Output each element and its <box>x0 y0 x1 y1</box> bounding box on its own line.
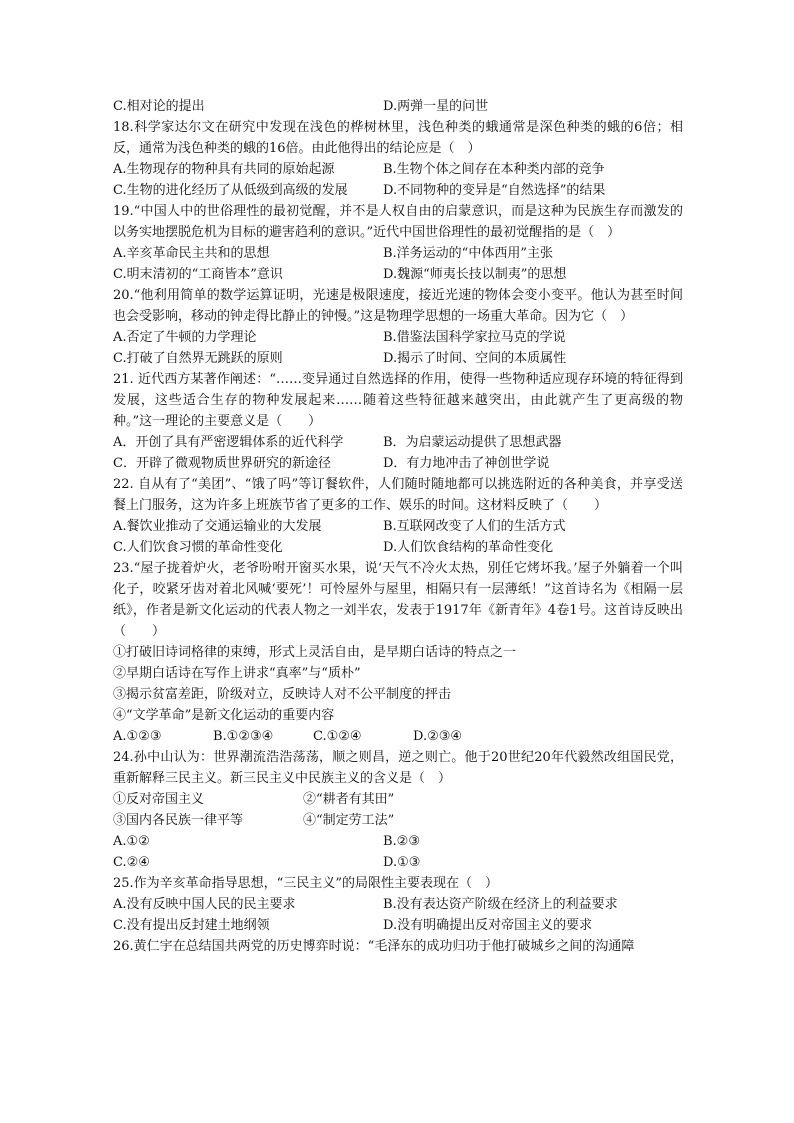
q23-option-a: A.①②③ <box>113 729 162 744</box>
q25-options-cd <box>113 915 683 936</box>
q24-option-c: C.②④ <box>113 855 150 870</box>
q24-items-34 <box>113 810 683 831</box>
q17-option-c: C.相对论的提出 <box>113 99 205 114</box>
q23-option-d: D.②③④ <box>413 729 463 744</box>
q26-stem: 26.黄仁宇在总结国共两党的历史博弈时说：“毛泽东的成功归功于他打破城乡之间的沟通障 <box>113 939 635 954</box>
q24-options-cd <box>113 852 683 873</box>
q17-options-cd <box>113 96 683 117</box>
q18-option-a: A.生物现存的物种具有共同的原始起源 <box>113 162 335 177</box>
q24-items-12 <box>113 789 683 810</box>
q25-option-d: D.没有明确提出反对帝国主义的要求 <box>383 918 593 933</box>
q17-option-d: D.两弹一星的问世 <box>383 99 489 114</box>
q24-option-a: A.①② <box>113 834 150 849</box>
q25-option-c: C.没有提出反封建土地纲领 <box>113 918 270 933</box>
q18-stem: 18.科学家达尔文在研究中发现在浅色的桦树林里，浅色种类的蛾通常是深色种类的蛾的6倍；相反，通常为浅色种类的蛾的16倍。由此他得出的结论应是（ ） <box>113 120 683 156</box>
q22-options-ab <box>113 516 683 537</box>
q20-options-cd <box>113 348 683 369</box>
q19-option-a: A.辛亥革命民主共和的思想 <box>113 246 270 261</box>
q20-option-b: B.借鉴法国科学家拉马克的学说 <box>383 330 566 345</box>
q20-option-a: A.否定了牛顿的力学理论 <box>113 330 257 345</box>
q25-option-a: A.没有反映中国人民的民主要求 <box>113 897 296 912</box>
q21-options-cd <box>113 453 683 474</box>
q24-item-1: ①反对帝国主义 <box>113 792 205 807</box>
q23-options <box>113 726 683 747</box>
q23-item-3: ③揭示贫富差距，阶级对立，反映诗人对不公平制度的抨击 <box>113 687 452 702</box>
q21-stem: 21. 近代西方某著作阐述：“……变异通过自然选择的作用，使得一些物种适应现存环境的特征得到发展，这些适合生存的物种发展起来……随着这些特征越来越突出，由此就产生了更高级的物种。”这一理论的主要意义是（ ） <box>113 372 683 429</box>
q24-stem: 24.孙中山认为：世界潮流浩浩荡荡，顺之则昌，逆之则亡。他于20世纪20年代毅然改组国民党，重新解释三民主义。新三民主义中民族主义的含义是（ ） <box>113 750 683 786</box>
q24-item-4: ④“制定劳工法” <box>303 813 395 828</box>
q22-options-cd <box>113 537 683 558</box>
q18-option-c: C.生物的进化经历了从低级到高级的发展 <box>113 183 348 198</box>
q22-option-a: A.餐饮业推动了交通运输业的大发展 <box>113 519 322 534</box>
q18-option-b: B.生物个体之间存在本种类内部的竞争 <box>383 162 605 177</box>
q24-option-b: B.②③ <box>383 834 420 849</box>
q18-options-ab <box>113 159 683 180</box>
q25-options-ab <box>113 894 683 915</box>
q19-option-d: D.魏源“师夷长技以制夷”的思想 <box>383 267 567 282</box>
q19-option-b: B.洋务运动的“中体西用”主张 <box>383 246 553 261</box>
q20-option-c: C.打破了自然界无跳跃的原则 <box>113 351 283 366</box>
q23-item-4: ④“文学革命”是新文化运动的重要内容 <box>113 708 335 723</box>
q23-option-b: B.①②③④ <box>213 729 274 744</box>
q19-options-cd <box>113 264 683 285</box>
q20-option-d: D.揭示了时间、空间的本质属性 <box>383 351 567 366</box>
q21-option-b: B．为启蒙运动提供了思想武器 <box>383 435 562 450</box>
q22-option-d: D.人们饮食结构的革命性变化 <box>383 540 554 555</box>
q25-option-b: B.没有表达资产阶级在经济上的利益要求 <box>383 897 618 912</box>
q21-option-a: A．开创了具有严密逻辑体系的近代科学 <box>113 435 344 450</box>
q23-item-1: ①打破旧诗词格律的束缚，形式上灵活自由，是早期白话诗的特点之一 <box>113 645 517 660</box>
q21-option-d: D．有力地冲击了神创世学说 <box>383 456 550 471</box>
q21-option-c: C．开辟了微观物质世界研究的新途径 <box>113 456 331 471</box>
q18-options-cd <box>113 180 683 201</box>
q23-item-2: ②早期白话诗在写作上讲求“真率”与“质朴” <box>113 666 361 681</box>
q20-stem: 20.“他利用简单的数学运算证明，光速是极限速度，接近光速的物体会变小变平。他认为甚至时间也会受影响，移动的钟走得比静止的钟慢。”这是物理学思想的一场重大革命。因为它（ ） <box>113 288 683 324</box>
q22-option-c: C.人们饮食习惯的革命性变化 <box>113 540 283 555</box>
q18-option-d: D.不同物种的变异是“自然选择”的结果 <box>383 183 606 198</box>
q21-options-ab <box>113 432 683 453</box>
q20-options-ab <box>113 327 683 348</box>
q24-item-3: ③国内各民族一律平等 <box>113 813 244 828</box>
q23-option-c: C.①②④ <box>313 729 362 744</box>
q24-item-2: ②“耕者有其田” <box>303 792 395 807</box>
q25-stem: 25.作为辛亥革命指导思想，“三民主义”的局限性主要表现在（ ） <box>113 876 498 891</box>
q22-stem: 22. 自从有了“美团”、“饿了吗”等订餐软件，人们随时随地都可以挑选附近的各种美食，并享受送餐上门服务，这为许多上班族节省了更多的工作、娱乐的时间。这材料反映了（ ） <box>113 477 683 513</box>
exam-page <box>113 96 683 957</box>
q23-stem: 23.“屋子拢着炉火，老爷吩咐开窗买水果，说‘天气不冷火太热，别任它烤坏我。’屋子外躺着一个叫化子，咬紧牙齿对着北风喊‘要死’！可怜屋外与屋里，相隔只有一层薄纸！”这首诗名为《相隔一层纸》，作者是新文化运动的代表人物之一刘半农，发表于1917年《新青年》4卷1号。这首诗反映出（ ） <box>113 561 683 639</box>
q24-option-d: D.①③ <box>383 855 421 870</box>
q24-options-ab <box>113 831 683 852</box>
q22-option-b: B.互联网改变了人们的生活方式 <box>383 519 566 534</box>
q19-stem: 19.“中国人中的世俗理性的最初觉醒，并不是人权自由的启蒙意识，而是这种为民族生存而激发的以务实地摆脱危机为目标的避害趋利的意识。”近代中国世俗理性的最初觉醒指的是（ ） <box>113 204 683 240</box>
q19-option-c: C.明末清初的“工商皆本”意识 <box>113 267 283 282</box>
q19-options-ab <box>113 243 683 264</box>
